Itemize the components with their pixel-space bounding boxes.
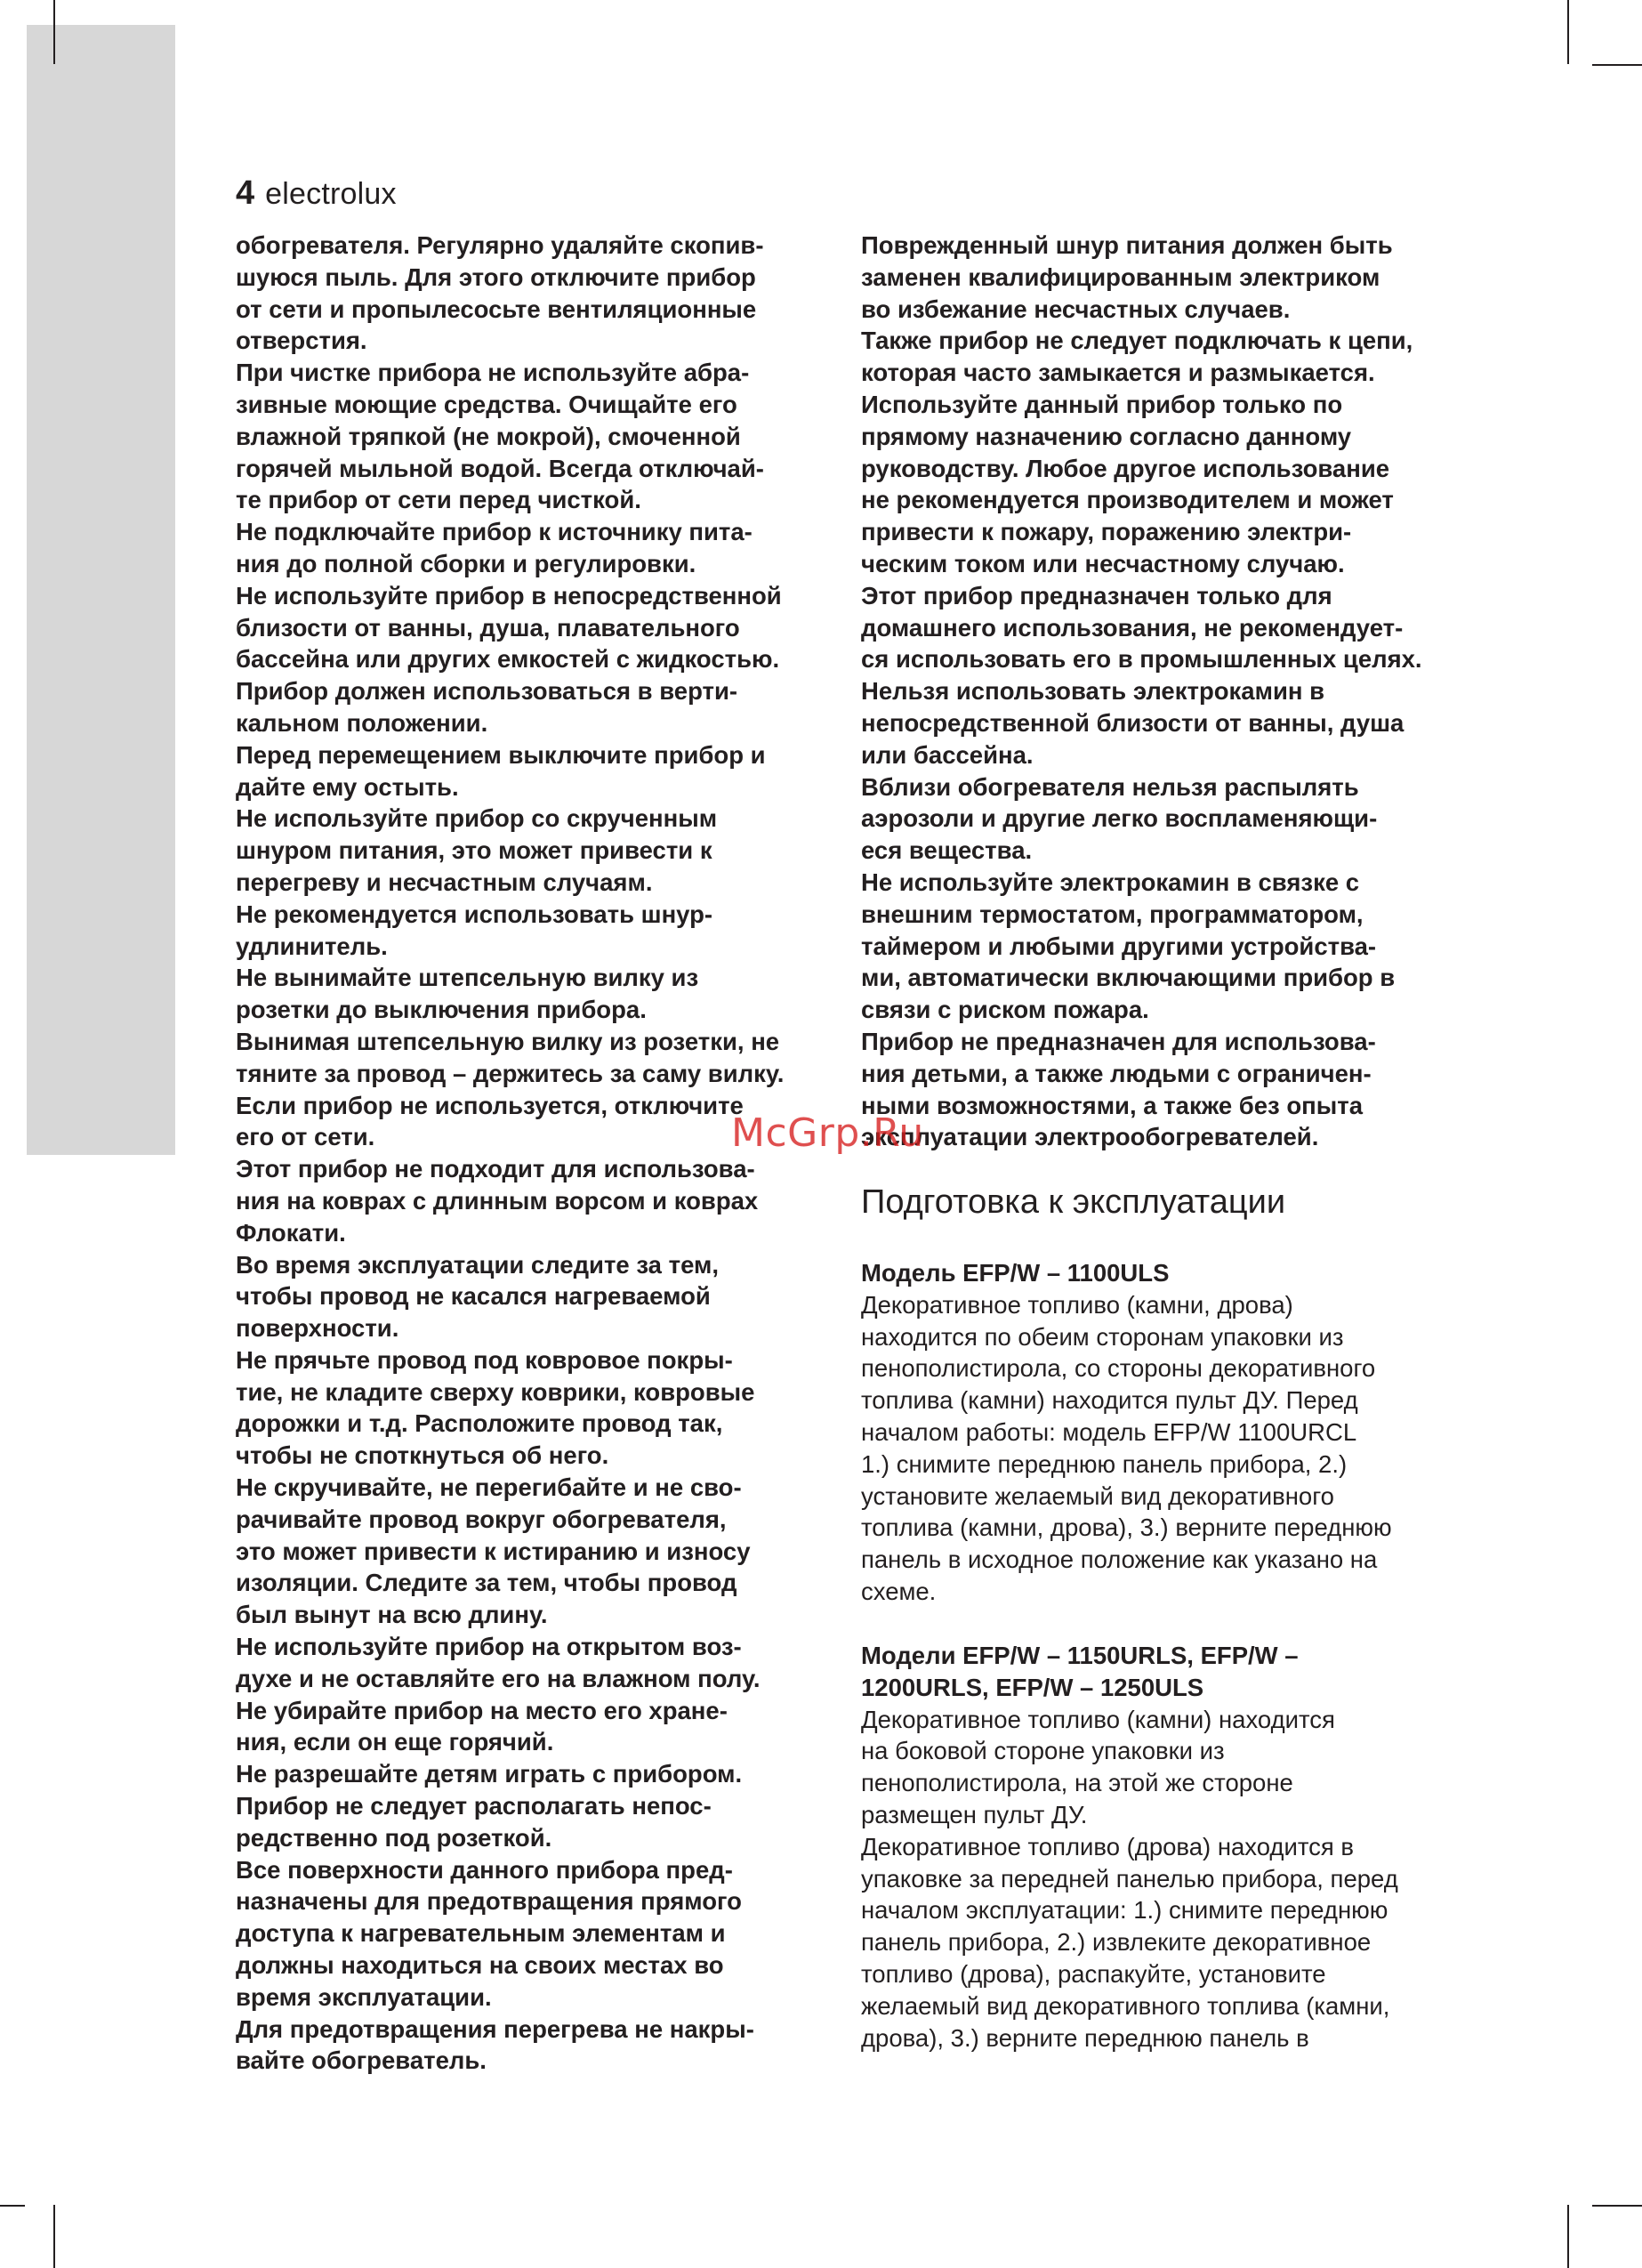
text-line: на боковой стороне упаковки из bbox=[861, 1737, 1225, 1765]
watermark: McGrp.Ru bbox=[731, 1110, 924, 1156]
text-line: топлива (камни) находится пульт ДУ. Перед bbox=[861, 1386, 1358, 1415]
text-line: розетки до выключения прибора. bbox=[236, 996, 647, 1024]
text-line: бассейна или других емкостей с жидкостью. bbox=[236, 645, 780, 674]
crop-mark bbox=[53, 0, 55, 64]
text-line: Поврежденный шнур питания должен быть bbox=[861, 231, 1393, 259]
text-line: время эксплуатации. bbox=[236, 1982, 492, 2011]
text-line: Для предотвращения перегрева не накры- bbox=[236, 2014, 754, 2043]
text-line: Не используйте электрокамин в связке с bbox=[861, 868, 1360, 896]
text-line: Не скручивайте, не перегибайте и не сво- bbox=[236, 1473, 742, 1502]
text-line: пенополистирола, со стороны декоративного bbox=[861, 1354, 1376, 1383]
text-line: изоляции. Следите за тем, чтобы провод bbox=[236, 1569, 737, 1597]
text-line: Все поверхности данного прибора пред- bbox=[236, 1855, 733, 1884]
text-line: началом эксплуатации: 1.) снимите переднюю bbox=[861, 1896, 1388, 1925]
text-line: во избежание несчастных случаев. bbox=[861, 295, 1291, 323]
page-header bbox=[236, 174, 397, 217]
text-line: рачивайте провод вокруг обогревателя, bbox=[236, 1505, 727, 1533]
text-line: Прибор не предназначен для использова- bbox=[861, 1027, 1376, 1055]
text-line: аэрозоли и другие легко воспламеняющи- bbox=[861, 804, 1378, 833]
text-line: началом работы: модель EFP/W 1100URCL bbox=[861, 1417, 1357, 1446]
text-line: назначены для предотвращения прямого bbox=[236, 1887, 742, 1916]
crop-mark bbox=[1592, 64, 1642, 66]
text-line: непосредственной близости от ванны, душа bbox=[861, 708, 1405, 737]
text-line: Декоративное топливо (камни) находится bbox=[861, 1705, 1335, 1733]
text-line: шнуром питания, это может привести к bbox=[236, 836, 712, 865]
text-line: Не используйте прибор со скрученным bbox=[236, 804, 718, 833]
text-line: домашнего использования, не рекомендует- bbox=[861, 613, 1404, 642]
model-1-body bbox=[861, 1289, 1466, 1608]
text-line: руководству. Любое другое использование bbox=[861, 454, 1390, 482]
text-line: 1200URLS, EFP/W – 1250ULS bbox=[861, 1673, 1204, 1701]
text-line: Вблизи обогревателя нельзя распылять bbox=[861, 772, 1359, 801]
text-line: чтобы не споткнуться об него. bbox=[236, 1441, 609, 1470]
text-line: духе и не оставляйте его на влажном полу. bbox=[236, 1664, 761, 1692]
text-line: размещен пульт ДУ. bbox=[861, 1800, 1088, 1828]
page-number: 4 bbox=[236, 174, 255, 212]
text-line: Модель EFP/W – 1100ULS bbox=[861, 1259, 1170, 1287]
text-line: его от сети. bbox=[236, 1123, 375, 1151]
text-line: заменен квалифицированным электриком bbox=[861, 262, 1380, 291]
text-line: Не используйте прибор в непосредственной bbox=[236, 581, 782, 609]
text-line: Декоративное топливо (дрова) находится в bbox=[861, 1832, 1355, 1860]
crop-mark bbox=[0, 2205, 25, 2207]
text-line: которая часто замыкается и размыкается. bbox=[861, 359, 1375, 387]
text-line: шуюся пыль. Для этого отключите прибор bbox=[236, 262, 756, 291]
text-line: перегреву и несчастным случаям. bbox=[236, 868, 653, 896]
text-line: топлива (камни, дрова), 3.) верните переднюю bbox=[861, 1513, 1392, 1542]
text-line: должны находиться на своих местах во bbox=[236, 1951, 724, 1980]
text-line: Не убирайте прибор на место его хране- bbox=[236, 1696, 728, 1724]
text-line: Нельзя использовать электрокамин в bbox=[861, 677, 1325, 706]
text-line: Используйте данный прибор только по bbox=[861, 390, 1343, 418]
text-line: ния на коврах с длинным ворсом и коврах bbox=[236, 1186, 759, 1215]
text-line: или бассейна. bbox=[861, 740, 1034, 769]
text-line: близости от ванны, душа, плавательного bbox=[236, 613, 740, 642]
text-line: поверхности. bbox=[236, 1314, 399, 1343]
text-line: от сети и пропылесосьте вентиляционные bbox=[236, 295, 757, 323]
text-line: Прибор не следует располагать непос- bbox=[236, 1792, 712, 1820]
model-2-body bbox=[861, 1704, 1466, 2054]
crop-mark bbox=[1567, 0, 1569, 64]
text-line: тие, не кладите сверху коврики, ковровые bbox=[236, 1377, 755, 1406]
text-line: Этот прибор не подходит для использова- bbox=[236, 1155, 755, 1183]
text-line: кальном положении. bbox=[236, 708, 488, 737]
text-line: Также прибор не следует подключать к цепи, bbox=[861, 327, 1413, 355]
text-line: тяните за провод – держитесь за саму вилку. bbox=[236, 1059, 785, 1087]
text-line: 1.) снимите переднюю панель прибора, 2.) bbox=[861, 1449, 1348, 1478]
text-line: Если прибор не используется, отключите bbox=[236, 1091, 744, 1119]
text-line: Флокати. bbox=[236, 1218, 346, 1247]
text-line: горячей мыльной водой. Всегда отключай- bbox=[236, 454, 764, 482]
text-line: Не разрешайте детям играть с прибором. bbox=[236, 1760, 743, 1788]
text-line: панель прибора, 2.) извлеките декоративное bbox=[861, 1928, 1372, 1957]
text-line: Не рекомендуется использовать шнур- bbox=[236, 900, 713, 928]
crop-mark bbox=[1567, 2205, 1569, 2268]
text-line: зивные моющие средства. Очищайте его bbox=[236, 390, 737, 418]
text-line: ся использовать его в промышленных целях. bbox=[861, 645, 1422, 674]
model-2-block bbox=[861, 1640, 1466, 2054]
text-line: чтобы провод не касался нагреваемой bbox=[236, 1282, 711, 1311]
text-line: находится по обеим сторонам упаковки из bbox=[861, 1322, 1344, 1351]
side-gray-band bbox=[27, 25, 175, 1155]
text-line: схеме. bbox=[861, 1577, 937, 1605]
text-line: желаемый вид декоративного топлива (камни, bbox=[861, 1991, 1390, 2020]
text-line: те прибор от сети перед чисткой. bbox=[236, 486, 641, 514]
text-line: отверстия. bbox=[236, 327, 367, 355]
text-line: Не подключайте прибор к источнику пита- bbox=[236, 518, 753, 546]
brand-logo-text: electrolux bbox=[265, 177, 397, 211]
text-line: установите желаемый вид декоративного bbox=[861, 1481, 1334, 1510]
text-line: панель в исходное положение как указано на bbox=[861, 1546, 1378, 1574]
text-line: Перед перемещением выключите прибор и bbox=[236, 740, 766, 769]
text-line: доступа к нагревательным элементам и bbox=[236, 1919, 726, 1948]
right-safety-text bbox=[861, 230, 1466, 1153]
text-line: привести к пожару, поражению электри- bbox=[861, 518, 1352, 546]
text-line: это может привести к истиранию и износу bbox=[236, 1537, 751, 1565]
crop-mark bbox=[1592, 2205, 1642, 2207]
text-line: обогревателя. Регулярно удаляйте скопив- bbox=[236, 231, 764, 259]
text-line: ми, автоматически включающими прибор в bbox=[861, 964, 1396, 992]
section-title: Подготовка к эксплуатации bbox=[861, 1183, 1286, 1221]
text-line: ния, если он еще горячий. bbox=[236, 1728, 554, 1756]
text-line: не рекомендуется производителем и может bbox=[861, 486, 1394, 514]
model-1-heading bbox=[861, 1257, 1466, 1289]
text-line: связи с риском пожара. bbox=[861, 996, 1149, 1024]
text-line: дорожки и т.д. Расположите провод так, bbox=[236, 1409, 723, 1438]
text-line: При чистке прибора не используйте абра- bbox=[236, 359, 750, 387]
model-2-heading bbox=[861, 1640, 1466, 1704]
text-line: Модели EFP/W – 1150URLS, EFP/W – bbox=[861, 1642, 1299, 1669]
text-line: удлинитель. bbox=[236, 932, 388, 960]
text-line: дрова), 3.) верните переднюю панель в bbox=[861, 2023, 1309, 2052]
text-line: Во время эксплуатации следите за тем, bbox=[236, 1250, 719, 1279]
right-column bbox=[861, 230, 1466, 1153]
model-1-block bbox=[861, 1257, 1466, 1608]
text-line: Не вынимайте штепсельную вилку из bbox=[236, 964, 699, 992]
text-line: вайте обогреватель. bbox=[236, 2046, 487, 2075]
text-line: ния до полной сборки и регулировки. bbox=[236, 549, 696, 577]
text-line: внешним термостатом, программатором, bbox=[861, 900, 1364, 928]
text-line: упаковке за передней панелью прибора, перед bbox=[861, 1864, 1398, 1893]
text-line: был вынут на всю длину. bbox=[236, 1601, 548, 1629]
text-line: ческим током или несчастному случаю. bbox=[861, 549, 1345, 577]
text-line: пенополистирола, на этой же стороне bbox=[861, 1769, 1293, 1797]
text-line: ными возможностями, а также без опыта bbox=[861, 1091, 1364, 1119]
text-line: прямому назначению согласно данному bbox=[861, 422, 1352, 450]
text-line: Декоративное топливо (камни, дрова) bbox=[861, 1290, 1293, 1319]
text-line: влажной тряпкой (не мокрой), смоченной bbox=[236, 422, 741, 450]
text-line: Не прячьте провод под ковровое покры- bbox=[236, 1345, 733, 1374]
crop-mark bbox=[53, 2205, 55, 2268]
text-line: таймером и любыми другими устройства- bbox=[861, 932, 1377, 960]
text-line: Не используйте прибор на открытом воз- bbox=[236, 1633, 742, 1661]
text-line: редственно под розеткой. bbox=[236, 1823, 552, 1852]
text-line: ния детьми, а также людьми с ограничен- bbox=[861, 1059, 1372, 1087]
text-line: Этот прибор предназначен только для bbox=[861, 581, 1332, 609]
text-line: Вынимая штепсельную вилку из розетки, не bbox=[236, 1027, 780, 1055]
text-line: эксплуатации электрообогревателей. bbox=[861, 1123, 1319, 1151]
text-line: Прибор должен использоваться в верти- bbox=[236, 677, 738, 706]
text-line: топливо (дрова), распакуйте, установите bbox=[861, 1959, 1326, 1988]
text-line: дайте ему остыть. bbox=[236, 772, 459, 801]
text-line: еся вещества. bbox=[861, 836, 1033, 865]
